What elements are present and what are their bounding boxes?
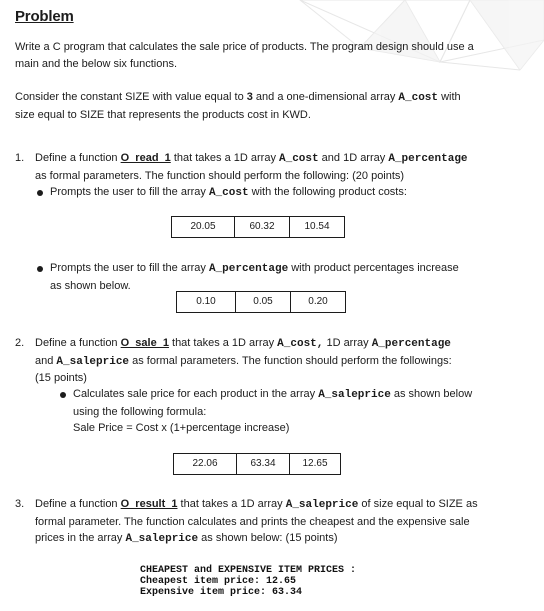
output-line-2: Cheapest item price: 12.65 bbox=[140, 576, 297, 587]
intro-line-2: main and the below six functions. bbox=[15, 57, 178, 70]
output-line-3: Expensive item price: 63.34 bbox=[140, 587, 303, 598]
table-row bbox=[172, 217, 345, 238]
bullet-icon bbox=[60, 392, 66, 398]
intro-paragraph bbox=[15, 39, 501, 72]
item-3-text: Define a function O_result_1 that takes a 1D array A_saleprice of size equal to SIZE as formal parameter. The function calculates and prints the cheapest and the expensive sale prices in the array A_saleprice as shown below: (15 points) bbox=[35, 498, 478, 545]
item-1-number: 1. bbox=[15, 152, 25, 164]
cost-cell: 60.32 bbox=[235, 217, 290, 238]
bullet-icon bbox=[37, 190, 43, 196]
item-1-bullet-1: Prompts the user to fill the array A_cost with the following product costs: bbox=[50, 186, 407, 199]
item-1-text: Define a function O_read_1 that takes a 1D array A_cost and 1D array A_percentage as formal parameters. The function should perform the following: (20 points) bbox=[35, 152, 468, 182]
output-line-1: CHEAPEST and EXPENSIVE ITEM PRICES : bbox=[140, 565, 357, 576]
percentage-cell: 0.10 bbox=[177, 292, 236, 313]
saleprice-cell: 63.34 bbox=[237, 454, 290, 475]
cost-values-table bbox=[171, 216, 345, 238]
consider-line-1: Consider the constant SIZE with value equal to 3 and a one-dimensional array A_cost with bbox=[15, 91, 461, 104]
consider-line-2: size equal to SIZE that represents the products cost in KWD. bbox=[15, 108, 311, 121]
saleprice-values-table bbox=[173, 453, 341, 475]
table-row bbox=[174, 454, 341, 475]
cost-cell: 20.05 bbox=[172, 217, 235, 238]
saleprice-cell: 12.65 bbox=[290, 454, 341, 475]
item-3-number: 3. bbox=[15, 498, 25, 510]
sale-price-formula: Sale Price = Cost x (1+percentage increase) bbox=[73, 422, 290, 434]
page-title: Problem bbox=[15, 8, 74, 25]
item-2-text: Define a function O_sale_1 that takes a 1D array A_cost, 1D array A_percentage and A_saleprice as formal parameters. The function should perform the followings: (15 points) bbox=[35, 337, 452, 384]
percentage-cell: 0.20 bbox=[291, 292, 346, 313]
item-2-number: 2. bbox=[15, 337, 25, 349]
saleprice-cell: 22.06 bbox=[174, 454, 237, 475]
table-row bbox=[177, 292, 346, 313]
percentage-values-table bbox=[176, 291, 346, 313]
cost-cell: 10.54 bbox=[290, 217, 345, 238]
bullet-icon bbox=[37, 266, 43, 272]
percentage-cell: 0.05 bbox=[236, 292, 291, 313]
item-1-bullet-2: Prompts the user to fill the array A_percentage with product percentages increase as shown below. bbox=[50, 262, 459, 292]
item-2-bullet: Calculates sale price for each product in the array A_saleprice as shown below using the following formula: Sale Price = Cost x (1+percentage increase) bbox=[73, 386, 503, 437]
intro-line-1: Write a C program that calculates the sale price of products. The program design should use a bbox=[15, 41, 474, 53]
consider-paragraph bbox=[15, 89, 501, 123]
